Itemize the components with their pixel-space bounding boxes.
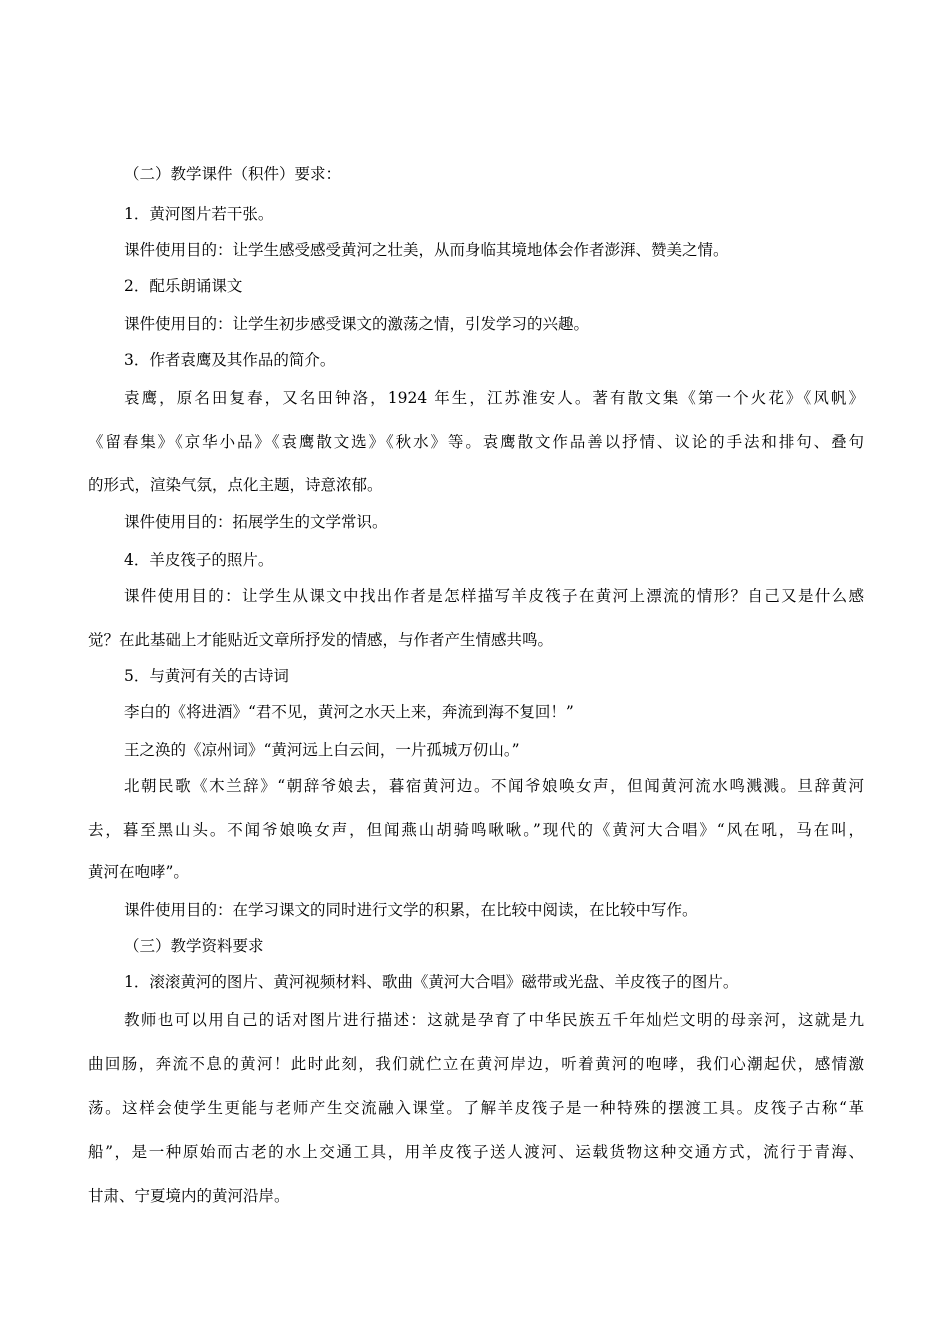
section-heading-materials: （三）教学资料要求	[124, 937, 264, 955]
teacher-note-line-2: 曲回肠，奔流不息的黄河！此时此刻，我们就伫立在黄河岸边，听着黄河的咆哮，我们心潮起伏，感情激	[88, 1055, 864, 1073]
list-item-1-pictures: 1．黄河图片若干张。	[124, 205, 274, 223]
purpose-text-3: 课件使用目的：拓展学生的文学常识。	[124, 513, 388, 531]
poem-mulan-line-3: 黄河在咆哮”。	[88, 863, 189, 881]
poem-wang-zhihuan: 王之涣的《凉州词》“黄河远上白云间，一片孤城万仞山。”	[124, 741, 520, 759]
author-bio-line-3: 的形式，渲染气氛，点化主题，诗意浓郁。	[88, 476, 383, 494]
list-item-2-recitation: 2．配乐朗诵课文	[124, 277, 243, 295]
purpose-text-4-line-2: 觉？在此基础上才能贴近文章所抒发的情感，与作者产生情感共鸣。	[88, 631, 554, 649]
purpose-text-4-line-1: 课件使用目的：让学生从课文中找出作者是怎样描写羊皮筏子在黄河上漂流的情形？自己又是什么感	[124, 587, 864, 605]
poem-mulan-line-2: 去，暮至黑山头。不闻爷娘唤女声，但闻燕山胡骑鸣啾啾。”现代的《黄河大合唱》“风在吼，马在叫，	[88, 821, 864, 839]
poem-li-bai: 李白的《将进酒》“君不见，黄河之水天上来，奔流到海不复回！”	[124, 703, 574, 721]
teacher-note-line-3: 荡。这样会使学生更能与老师产生交流融入课堂。了解羊皮筏子是一种特殊的摆渡工具。皮筏子古称“革	[88, 1099, 864, 1117]
purpose-text-2: 课件使用目的：让学生初步感受课文的激荡之情，引发学习的兴趣。	[124, 315, 590, 333]
purpose-text-1: 课件使用目的：让学生感受感受黄河之壮美，从而身临其境地体会作者澎湃、赞美之情。	[124, 241, 729, 259]
section-heading-courseware: （二）教学课件（积件）要求：	[124, 165, 342, 183]
teacher-note-line-1: 教师也可以用自己的话对图片进行描述：这就是孕育了中华民族五千年灿烂文明的母亲河，这就是九	[124, 1011, 864, 1029]
list-item-5-poems: 5．与黄河有关的古诗词	[124, 667, 289, 685]
teacher-note-line-4: 船”，是一种原始而古老的水上交通工具，用羊皮筏子送人渡河、运载货物这种交通方式，流行于青海、	[88, 1143, 864, 1161]
list-item-3-author: 3．作者袁鹰及其作品的简介。	[124, 351, 336, 369]
purpose-text-5: 课件使用目的：在学习课文的同时进行文学的积累，在比较中阅读，在比较中写作。	[124, 901, 698, 919]
author-bio-line-2: 《留春集》《京华小品》《袁鹰散文选》《秋水》等。袁鹰散文作品善以抒情、议论的手法和排句、叠句	[88, 433, 864, 451]
author-bio-line-1: 袁鹰，原名田复春，又名田钟洛，1924 年生，江苏淮安人。著有散文集《第一个火花》《风帆》	[124, 389, 864, 407]
teacher-note-line-5: 甘肃、宁夏境内的黄河沿岸。	[88, 1187, 290, 1205]
list-item-4-raft-photo: 4．羊皮筏子的照片。	[124, 551, 274, 569]
poem-mulan-line-1: 北朝民歌《木兰辞》“朝辞爷娘去，暮宿黄河边。不闻爷娘唤女声，但闻黄河流水鸣溅溅。旦辞黄河	[124, 777, 864, 795]
materials-item-1: 1．滚滚黄河的图片、黄河视频材料、歌曲《黄河大合唱》磁带或光盘、羊皮筏子的图片。	[124, 973, 739, 991]
